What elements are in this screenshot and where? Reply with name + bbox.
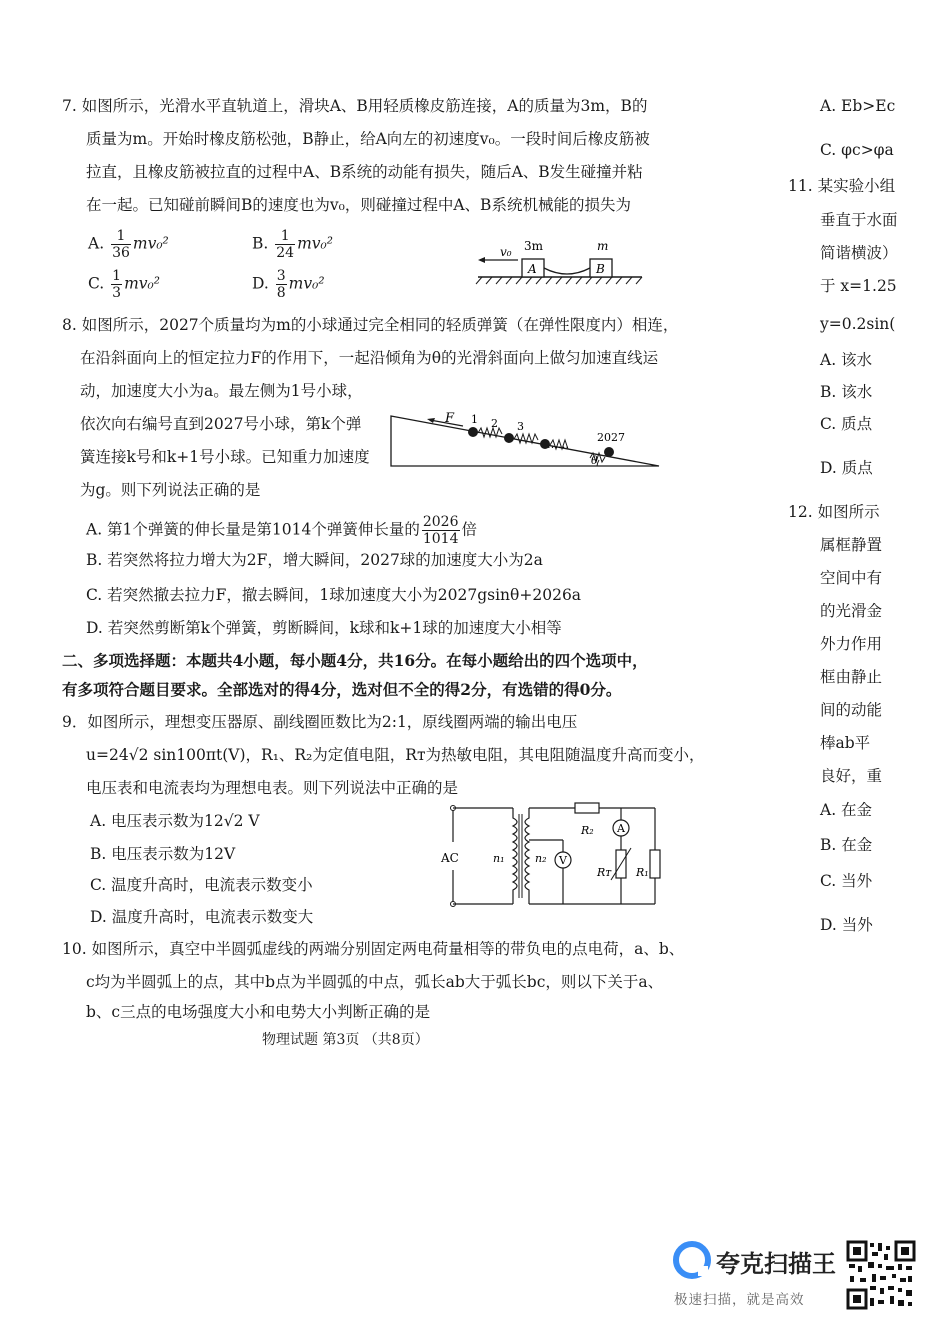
q9-option-c: C. 温度升高时，电流表示数变小 bbox=[90, 876, 313, 894]
right-line: 的光滑金 bbox=[820, 602, 883, 620]
right-line: 简谐横波） bbox=[820, 244, 898, 262]
q8-line-3: 动，加速度大小为a。最左侧为1号小球， bbox=[80, 382, 363, 400]
q8-line-2: 在沿斜面向上的恒定拉力F的作用下，一起沿倾角为θ的光滑斜面向上做匀加速直线运 bbox=[80, 349, 659, 367]
right-line: D. 当外 bbox=[820, 916, 873, 934]
ac-source-label: AC bbox=[441, 851, 459, 865]
right-line: 良好，重 bbox=[820, 767, 883, 785]
q8-option-d: D. 若突然剪断第k个弹簧，剪断瞬间，k球和k+1球的加速度大小相等 bbox=[86, 619, 562, 637]
mass-b-label: m bbox=[597, 239, 609, 253]
q8-option-a: A. 第1个弹簧的伸长量是第1014个弹簧伸长量的 $\frac{2026}{1014}$ 倍 bbox=[86, 514, 478, 547]
voltmeter-label: V bbox=[559, 854, 567, 867]
q9-line-2: u=24√2 sin100πt(V)，R₁、R₂为定值电阻，Rᴛ为热敏电阻，其电阻随温度升高而变小， bbox=[86, 746, 705, 764]
q7-line-1: 7. 如图所示，光滑水平直轨道上，滑块A、B用轻质橡皮筋连接，A的质量为3m，B的 bbox=[62, 97, 648, 115]
primary-coil bbox=[513, 808, 517, 904]
ball-1-label: 1 bbox=[471, 413, 478, 426]
q8-figure bbox=[385, 408, 665, 472]
right-line: A. 在金 bbox=[820, 801, 873, 819]
q7-option-c: C. $\frac{1}{3}$ mv₀² bbox=[88, 268, 160, 301]
q9-line-3: 电压表和电流表均为理想电表。则下列说法中正确的是 bbox=[86, 779, 459, 797]
q8-line-4: 依次向右编号直到2027号小球，第k个弹 bbox=[80, 415, 362, 433]
right-line: 框由静止 bbox=[820, 668, 883, 686]
q10-line-1: 10. 如图所示，真空中半圆弧虚线的两端分别固定两电荷量相等的带负电的点电荷，a、b、 bbox=[62, 940, 685, 958]
right-line: 12. 如图所示 bbox=[788, 503, 880, 521]
watermark-brand: 夸克扫描王 bbox=[716, 1250, 836, 1278]
right-line: C. φc>φa bbox=[820, 141, 894, 159]
resistor-r1 bbox=[650, 850, 660, 878]
q8-line-5: 簧连接k号和k+1号小球。已知重力加速度 bbox=[80, 448, 370, 466]
watermark-slogan: 极速扫描，就是高效 bbox=[674, 1292, 805, 1308]
right-line: 空间中有 bbox=[820, 569, 883, 587]
q7-figure bbox=[470, 232, 650, 288]
q8-option-c: C. 若突然撤去拉力F，撤去瞬间，1球加速度大小为2027gsinθ+2026a bbox=[86, 586, 582, 604]
right-line: A. 该水 bbox=[820, 351, 873, 369]
n1-label: n₁ bbox=[493, 852, 505, 865]
secondary-coil bbox=[525, 808, 529, 904]
q7-option-d: D. $\frac{3}{8}$ mv₀² bbox=[252, 268, 325, 301]
right-line: 属框静置 bbox=[820, 536, 883, 554]
r2-label: R₂ bbox=[581, 824, 594, 837]
right-line: A. Eb>Ec bbox=[820, 97, 896, 115]
n2-label: n₂ bbox=[535, 852, 547, 865]
block-b-label: B bbox=[596, 262, 605, 276]
section2-line-1: 二、多项选择题：本题共4小题，每小题4分，共16分。在每小题给出的四个选项中， bbox=[62, 651, 648, 670]
q9-line-1: 9．如图所示，理想变压器原、副线圈匝数比为2:1，原线圈两端的输出电压 bbox=[62, 713, 578, 731]
resistor-r2 bbox=[575, 803, 599, 813]
right-line: y=0.2sin( bbox=[820, 315, 896, 333]
quark-logo-icon bbox=[672, 1240, 712, 1280]
q9-option-a: A. 电压表示数为12√2 V bbox=[90, 812, 260, 830]
q7-line-3: 拉直，且橡皮筋被拉直的过程中A、B系统的动能有损失，随后A、B发生碰撞并粘 bbox=[86, 163, 643, 181]
right-line: 间的动能 bbox=[820, 701, 883, 719]
ellipsis-label: …… bbox=[547, 438, 569, 451]
right-line: C. 质点 bbox=[820, 415, 873, 433]
page-footer: 物理试题 第3页 （共8页） bbox=[262, 1032, 429, 1048]
ball-2027-label: 2027 bbox=[597, 431, 625, 444]
q8-line-6: 为g。则下列说法正确的是 bbox=[80, 481, 261, 499]
right-line: C. 当外 bbox=[820, 872, 873, 890]
right-line: B. 在金 bbox=[820, 836, 873, 854]
right-column bbox=[788, 0, 950, 960]
right-line: 11. 某实验小组 bbox=[788, 177, 896, 195]
right-line: B. 该水 bbox=[820, 383, 873, 401]
q7-line-4: 在一起。已知碰前瞬间B的速度也为v₀，则碰撞过程中A、B系统机械能的损失为 bbox=[86, 196, 631, 214]
block-a-label: A bbox=[528, 262, 537, 276]
q8-line-1: 8. 如图所示，2027个质量均为m的小球通过完全相同的轻质弹簧（在弹性限度内）相连， bbox=[62, 316, 679, 334]
right-line: 外力作用 bbox=[820, 635, 883, 653]
force-label: F bbox=[445, 411, 455, 426]
q7-option-b: B. $\frac{1}{24}$ mv₀² bbox=[252, 228, 333, 261]
q8-option-b: B. 若突然将拉力增大为2F，增大瞬间，2027球的加速度大小为2a bbox=[86, 551, 543, 569]
ball-2027 bbox=[604, 447, 614, 457]
right-line: 于 x=1.25 bbox=[820, 277, 897, 295]
velocity-label: v₀ bbox=[500, 245, 512, 259]
q10-line-2: c均为半圆弧上的点，其中b点为半圆弧的中点，弧长ab大于弧长bc，则以下关于a、 bbox=[86, 973, 664, 991]
q10-line-3: b、c三点的电场强度大小和电势大小判断正确的是 bbox=[86, 1003, 431, 1021]
r1-label: R₁ bbox=[636, 866, 649, 879]
ball-1 bbox=[468, 427, 478, 437]
q9-option-d: D. 温度升高时，电流表示数变大 bbox=[90, 908, 314, 926]
right-line: D. 质点 bbox=[820, 459, 873, 477]
qr-code-icon bbox=[846, 1240, 916, 1310]
rt-label: Rᴛ bbox=[597, 866, 612, 879]
q7-line-2: 质量为m。开始时橡皮筋松弛，B静止，给A向左的初速度v₀。一段时间后橡皮筋被 bbox=[86, 130, 650, 148]
ammeter-label: A bbox=[617, 822, 625, 835]
q7-option-a: A. $\frac{1}{36}$ mv₀² bbox=[88, 228, 169, 261]
rubber-band bbox=[544, 268, 590, 274]
ball-2 bbox=[504, 433, 514, 443]
right-line: 垂直于水面 bbox=[820, 211, 898, 229]
q9-figure bbox=[435, 800, 665, 912]
right-line: 棒ab平 bbox=[820, 734, 871, 752]
angle-label: θ bbox=[591, 454, 598, 467]
section2-line-2: 有多项符合题目要求。全部选对的得4分，选对但不全的得2分，有选错的得0分。 bbox=[62, 680, 622, 699]
mass-a-label: 3m bbox=[524, 239, 544, 253]
q9-option-b: B. 电压表示数为12V bbox=[90, 845, 236, 863]
ball-2-label: 2 bbox=[491, 417, 498, 430]
ball-3-label: 3 bbox=[517, 420, 524, 433]
